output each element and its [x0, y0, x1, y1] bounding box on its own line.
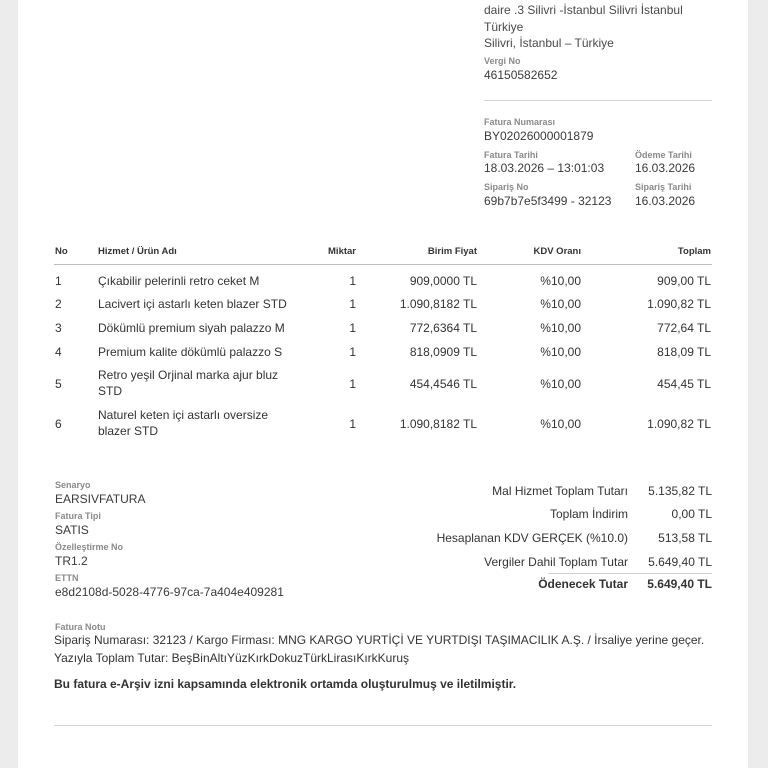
col-header-vat: KDV Oranı: [533, 246, 581, 257]
totals-divider: [548, 573, 712, 574]
divider: [484, 100, 712, 101]
vat-value: 513,58 TL: [658, 531, 712, 545]
seller-address-line2: Türkiye: [484, 20, 524, 34]
row-qty: 1: [349, 297, 356, 311]
customization-value: TR1.2: [55, 554, 88, 568]
scenario-value: EARSIVFATURA: [55, 492, 146, 506]
row-vat: %10,00: [540, 297, 581, 311]
row-no: 4: [55, 345, 62, 359]
order-number-label: Sipariş No: [484, 182, 529, 192]
invoice-date-label: Fatura Tarihi: [484, 150, 538, 160]
tax-included-total-label: Vergiler Dahil Toplam Tutar: [484, 555, 628, 569]
row-vat: %10,00: [540, 274, 581, 288]
col-header-unit-price: Birim Fiyat: [427, 246, 477, 257]
payable-amount-label: Ödenecek Tutar: [538, 577, 628, 591]
row-no: 6: [55, 417, 62, 431]
order-number-value: 69b7b7e5f3499 - 32123: [484, 194, 612, 208]
row-name: Naturel keten içi astarlı oversize blazer STD: [98, 408, 269, 438]
ettn-value: e8d2108d-5028-4776-97ca-7a404e409281: [55, 585, 284, 599]
row-unit-price: 909,0000 TL: [409, 274, 477, 288]
row-qty: 1: [349, 377, 356, 391]
row-vat: %10,00: [540, 321, 581, 335]
subtotal-label: Mal Hizmet Toplam Tutarı: [492, 484, 628, 498]
col-header-qty: Miktar: [328, 246, 356, 257]
row-no: 2: [55, 297, 62, 311]
payable-amount-value: 5.649,40 TL: [647, 577, 712, 591]
order-date-value: 16.03.2026: [635, 194, 696, 208]
seller-address-line3: Silivri, İstanbul – Türkiye: [484, 36, 614, 50]
row-qty: 1: [349, 417, 356, 431]
row-name: Retro yeşil Orjinal marka ajur bluz STD: [98, 368, 279, 398]
row-vat: %10,00: [540, 345, 581, 359]
row-no: 3: [55, 321, 62, 335]
row-unit-price: 454,4546 TL: [409, 377, 477, 391]
row-vat: %10,00: [540, 377, 581, 391]
scenario-label: Senaryo: [55, 480, 91, 490]
row-name: Premium kalite dökümlü palazzo S: [98, 345, 283, 359]
tax-included-total-value: 5.649,40 TL: [648, 555, 712, 569]
invoice-note-line2: Yazıyla Toplam Tutar: BeşBinAltıYüzKırkDokuzTürkLirasıKırkKuruş: [54, 651, 410, 665]
row-total: 1.090,82 TL: [647, 297, 711, 311]
invoice-number-label: Fatura Numarası: [484, 117, 556, 127]
discount-value: 0,00 TL: [671, 507, 712, 521]
subtotal-value: 5.135,82 TL: [648, 484, 712, 498]
row-name: Lacivert içi astarlı keten blazer STD: [98, 297, 287, 311]
invoice-note-label: Fatura Notu: [55, 622, 106, 632]
row-qty: 1: [349, 274, 356, 288]
e-archive-disclaimer: Bu fatura e-Arşiv izni kapsamında elektronik ortamda oluşturulmuş ve iletilmiştir.: [54, 677, 517, 691]
table-header-divider: [54, 264, 712, 265]
row-total: 818,09 TL: [657, 345, 711, 359]
row-total: 772,64 TL: [657, 321, 711, 335]
invoice-type-label: Fatura Tipi: [55, 511, 101, 521]
invoice-date-value: 18.03.2026 – 13:01:03: [484, 161, 605, 175]
col-header-total: Toplam: [677, 246, 711, 257]
discount-label: Toplam İndirim: [549, 507, 628, 521]
row-unit-price: 818,0909 TL: [409, 345, 477, 359]
row-qty: 1: [349, 345, 356, 359]
invoice-number-value: BY02026000001879: [484, 129, 594, 143]
row-total: 909,00 TL: [657, 274, 711, 288]
order-date-label: Sipariş Tarihi: [635, 182, 692, 192]
row-total: 454,45 TL: [657, 377, 711, 391]
row-name: Çıkabilir pelerinli retro ceket M: [98, 274, 260, 288]
row-qty: 1: [349, 321, 356, 335]
row-no: 1: [55, 274, 62, 288]
invoice-type-value: SATIS: [55, 523, 89, 537]
tax-number-label: Vergi No: [484, 56, 521, 66]
seller-address-line1: daire .3 Silivri -İstanbul Silivri İstanbul: [484, 3, 683, 17]
row-total: 1.090,82 TL: [647, 417, 711, 431]
tax-number-value: 46150582652: [484, 68, 558, 82]
row-unit-price: 1.090,8182 TL: [399, 297, 477, 311]
row-unit-price: 1.090,8182 TL: [399, 417, 477, 431]
col-header-name: Hizmet / Ürün Adı: [98, 246, 177, 257]
ettn-label: ETTN: [55, 573, 79, 583]
invoice-note-line1: Sipariş Numarası: 32123 / Kargo Firması: MNG KARGO YURTİÇİ VE YURTDIŞI TAŞIMACILIK A.Ş. / İrsaliye yerine geçer.: [54, 633, 705, 647]
footer-divider: [54, 725, 712, 726]
vat-label: Hesaplanan KDV GERÇEK (%10.0): [436, 531, 628, 545]
col-header-no: No: [55, 246, 68, 257]
row-name: Dökümlü premium siyah palazzo M: [98, 321, 285, 335]
invoice-sheet: [18, 0, 748, 768]
row-unit-price: 772,6364 TL: [409, 321, 477, 335]
row-no: 5: [55, 377, 62, 391]
payment-date-value: 16.03.2026: [635, 161, 696, 175]
payment-date-label: Ödeme Tarihi: [635, 150, 692, 160]
customization-label: Özelleştirme No: [55, 542, 124, 552]
row-vat: %10,00: [540, 417, 581, 431]
